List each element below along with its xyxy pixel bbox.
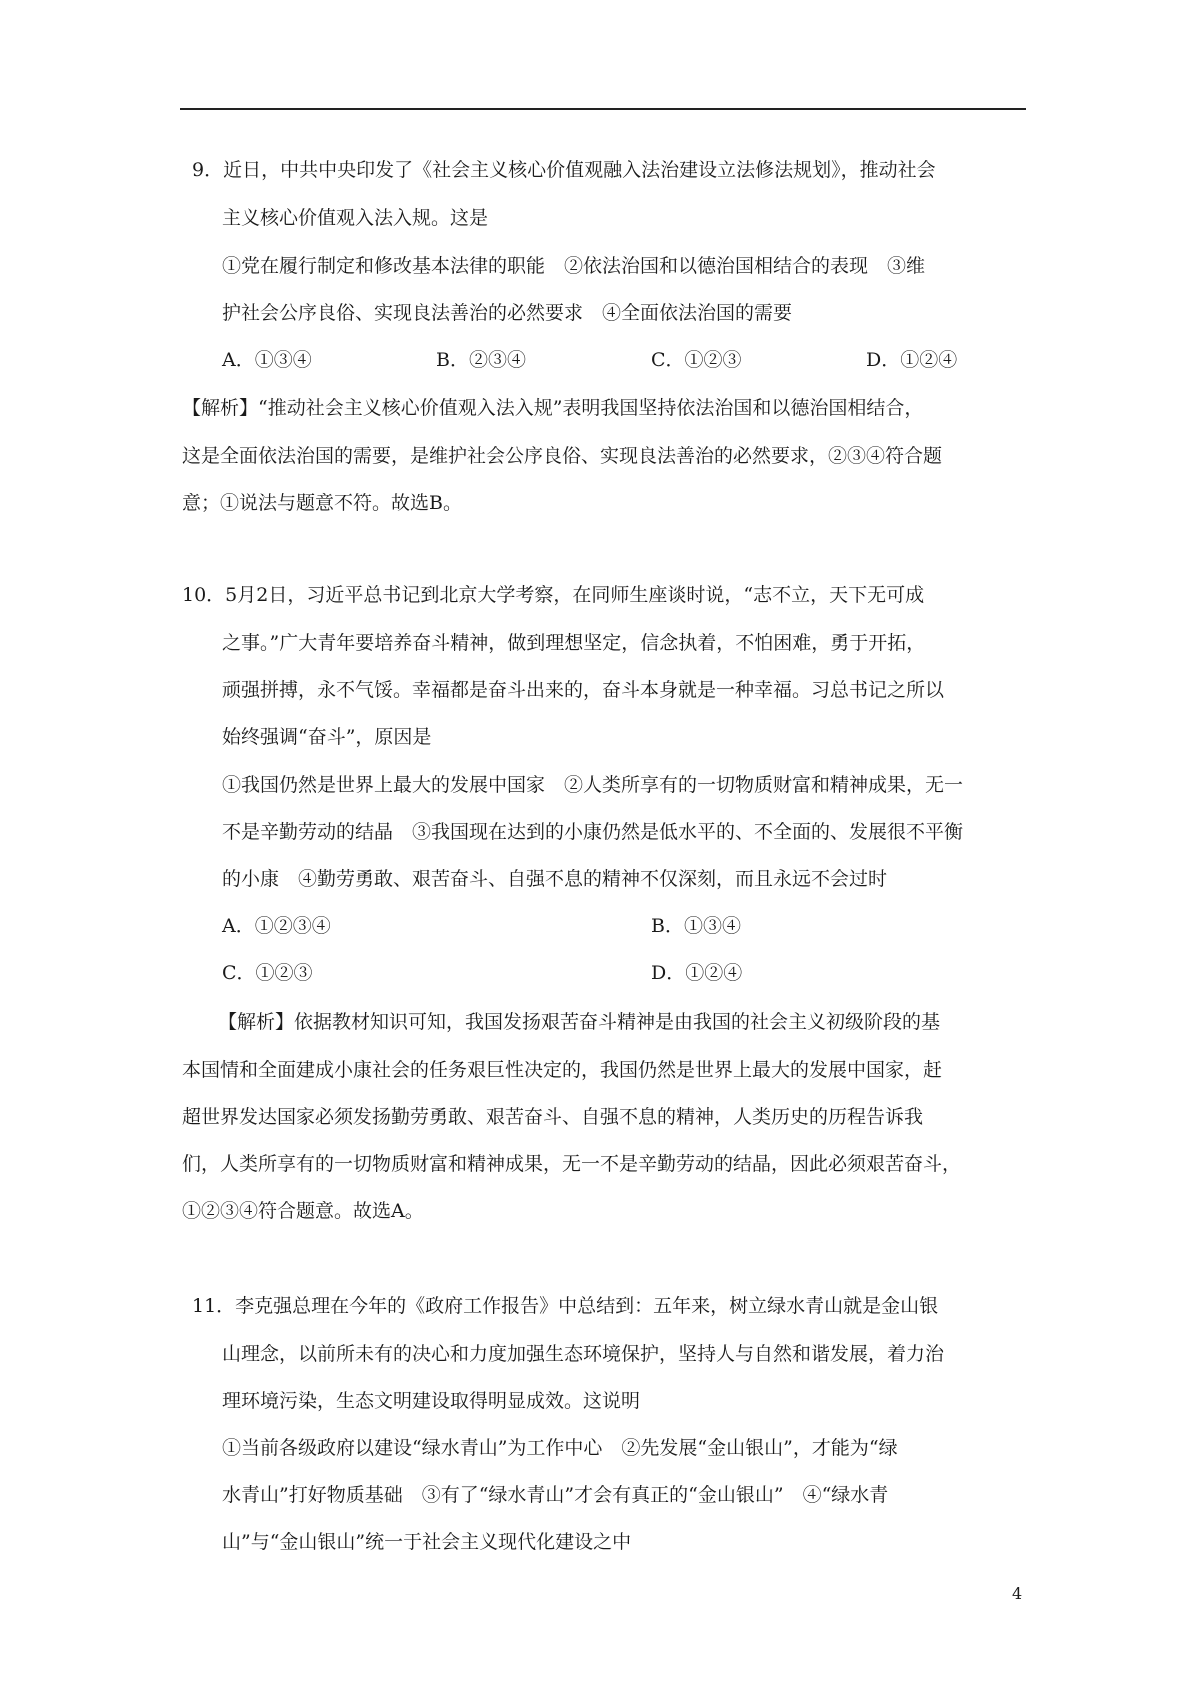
q10-stem-line: 顽强拼搏，永不气馁。幸福都是奋斗出来的，奋斗本身就是一种幸福。习总书记之所以 bbox=[222, 679, 945, 701]
q9-statement-line: 护社会公序良俗、实现良法善治的必然要求 ④全面依法治国的需要 bbox=[222, 302, 793, 324]
q11-statement-line: ①当前各级政府以建设“绿水青山”为工作中心 ②先发展“金山银山”，才能为“绿 bbox=[222, 1437, 898, 1459]
q10-stem-line: 之事。”广大青年要培养奋斗精神，做到理想坚定，信念执着，不怕困难，勇于开拓， bbox=[222, 632, 926, 654]
q9-analysis-line: 这是全面依法治国的需要，是维护社会公序良俗、实现良法善治的必然要求，②③④符合题 bbox=[182, 445, 943, 467]
q11-stem-line: 理环境污染，生态文明建设取得明显成效。这说明 bbox=[222, 1390, 641, 1412]
page-number: 4 bbox=[1012, 1584, 1023, 1603]
q10-analysis-line: 们，人类所享有的一切物质财富和精神成果，无一不是辛勤劳动的结晶，因此必须艰苦奋斗， bbox=[182, 1153, 962, 1175]
q10-option-a: A．①②③④ bbox=[222, 915, 331, 937]
q10-analysis-line: ①②③④符合题意。故选A。 bbox=[182, 1200, 424, 1222]
q11-statement-line: 水青山”打好物质基础 ③有了“绿水青山”才会有真正的“金山银山” ④“绿水青 bbox=[222, 1484, 889, 1506]
header-rule bbox=[180, 108, 1026, 110]
q10-option-d: D．①②④ bbox=[651, 962, 743, 984]
q9-option-c: C．①②③ bbox=[651, 349, 742, 371]
q9-stem-line: 主义核心价值观入法入规。这是 bbox=[222, 207, 489, 229]
q10-analysis-line: 超世界发达国家必须发扬勤劳勇敢、艰苦奋斗、自强不息的精神，人类历史的历程告诉我 bbox=[182, 1106, 924, 1128]
q9-stem-line: 9．近日，中共中央印发了《社会主义核心价值观融入法治建设立法修法规划》，推动社会 bbox=[192, 159, 936, 181]
q11-stem-line: 11．李克强总理在今年的《政府工作报告》中总结到：五年来，树立绿水青山就是金山银 bbox=[192, 1295, 939, 1317]
q10-analysis-line: 本国情和全面建成小康社会的任务艰巨性决定的，我国仍然是世界上最大的发展中国家，赶 bbox=[182, 1059, 943, 1081]
q9-option-a: A．①③④ bbox=[222, 349, 312, 371]
q10-analysis-line: 【解析】依据教材知识可知，我国发扬艰苦奋斗精神是由我国的社会主义初级阶段的基 bbox=[218, 1011, 941, 1033]
q10-statement-line: 的小康 ④勤劳勇敢、艰苦奋斗、自强不息的精神不仅深刻，而且永远不会过时 bbox=[222, 868, 888, 890]
q9-statement-line: ①党在履行制定和修改基本法律的职能 ②依法治国和以德治国相结合的表现 ③维 bbox=[222, 255, 926, 277]
q10-option-c: C．①②③ bbox=[222, 962, 313, 984]
q9-analysis-line: 意；①说法与题意不符。故选B。 bbox=[182, 492, 462, 514]
q9-analysis-line: 【解析】“推动社会主义核心价值观入法入规”表明我国坚持依法治国和以德治国相结合， bbox=[182, 397, 924, 419]
q10-option-b: B．①③④ bbox=[651, 915, 741, 937]
q10-stem-line: 始终强调“奋斗”，原因是 bbox=[222, 726, 432, 748]
q10-statement-line: 不是辛勤劳动的结晶 ③我国现在达到的小康仍然是低水平的、不全面的、发展很不平衡 bbox=[222, 821, 964, 843]
q11-stem-line: 山理念，以前所未有的决心和力度加强生态环境保护，坚持人与自然和谐发展，着力治 bbox=[222, 1343, 945, 1365]
q11-statement-line: 山”与“金山银山”统一于社会主义现代化建设之中 bbox=[222, 1531, 632, 1553]
q10-stem-line: 10．5月2日，习近平总书记到北京大学考察，在同师生座谈时说，“志不立，天下无可成 bbox=[182, 584, 925, 606]
q9-option-b: B．②③④ bbox=[436, 349, 526, 371]
q10-statement-line: ①我国仍然是世界上最大的发展中国家 ②人类所享有的一切物质财富和精神成果，无一 bbox=[222, 774, 964, 796]
q9-option-d: D．①②④ bbox=[866, 349, 958, 371]
